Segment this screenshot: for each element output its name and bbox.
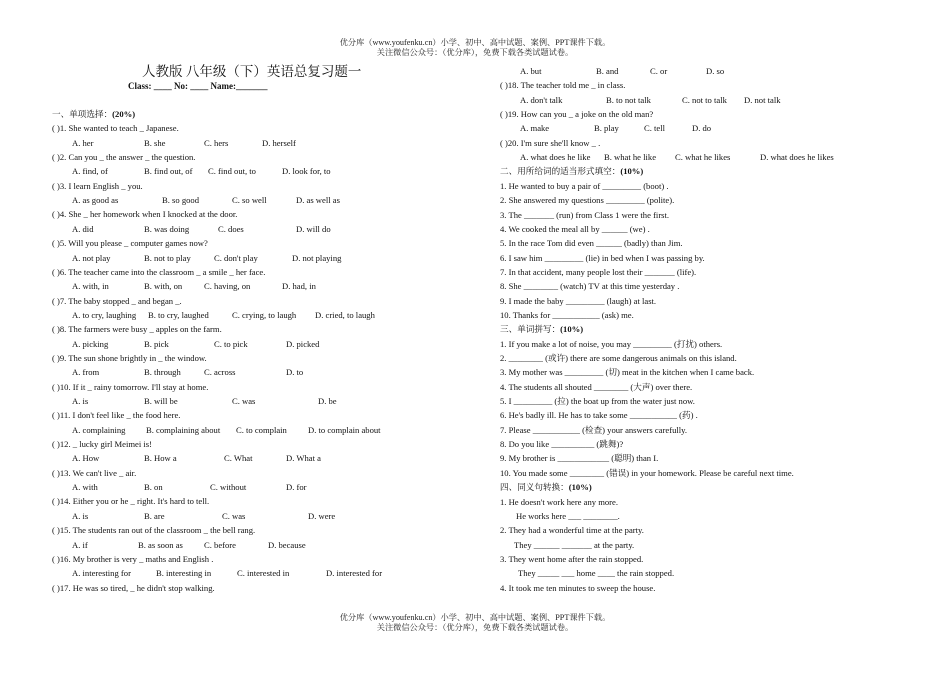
question-15-option-c: C. before bbox=[204, 539, 236, 550]
question-20-option-b: B. what he like bbox=[604, 152, 657, 163]
question-2-option-c: C. find out, to bbox=[208, 166, 256, 177]
question-6-option-b: B. with, on bbox=[144, 281, 183, 292]
question-18-option-a: A. don't talk bbox=[520, 94, 563, 105]
rewrite-line-6: They _____ ___ home ____ the rain stopped. bbox=[518, 568, 675, 579]
question-13-option-b: B. on bbox=[144, 482, 163, 493]
question-11-option-d: D. to complain about bbox=[308, 424, 381, 435]
question-3-option-d: D. as well as bbox=[296, 195, 340, 206]
spelling-item-8: 8. Do you like __________ (跳舞)? bbox=[500, 439, 624, 450]
question-13-option-d: D. for bbox=[286, 482, 307, 493]
section3-heading bbox=[500, 324, 583, 335]
question-15-option-a: A. if bbox=[72, 539, 88, 550]
section1-heading bbox=[52, 109, 135, 120]
spelling-item-10: 10. You made some ________ (错误) in your homework. Please be careful next time. bbox=[500, 467, 794, 478]
question-9-option-b: B. through bbox=[144, 367, 181, 378]
rewrite-line-1: 1. He doesn't work here any more. bbox=[500, 496, 619, 507]
document-title: 人教版 八年级（下）英语总复习题一 bbox=[142, 64, 362, 79]
spelling-item-9: 9. My brother is ____________ (聪明) than I. bbox=[500, 453, 659, 464]
spelling-item-3: 3. My mother was _________ (切) meat in the kitchen when I came back. bbox=[500, 367, 755, 378]
question-17-option-d: D. so bbox=[706, 66, 725, 76]
question-20-option-c: C. what he likes bbox=[675, 152, 731, 163]
section2-heading bbox=[500, 166, 643, 177]
question-8-option-d: D. picked bbox=[286, 338, 320, 349]
fill-item-3: 3. The _______ (run) from Class 1 were the first. bbox=[500, 209, 670, 220]
question-5-option-b: B. not to play bbox=[144, 252, 191, 263]
question-8-option-c: C. to pick bbox=[214, 338, 248, 349]
question-14-option-a: A. is bbox=[72, 510, 89, 521]
question-16-option-d: D. interested for bbox=[326, 568, 383, 579]
rewrite-line-3: 2. They had a wonderful time at the party. bbox=[500, 525, 644, 536]
question-10-option-c: C. was bbox=[232, 396, 256, 406]
question-12-option-c: C. What bbox=[224, 453, 253, 464]
question-7-option-a: A. to cry, laughing bbox=[72, 309, 137, 320]
question-6-option-a: A. with, in bbox=[72, 281, 109, 292]
spelling-item-6: 6. He's badly ill. He has to take some ___________ (药) . bbox=[500, 410, 698, 421]
question-12-option-a: A. How bbox=[72, 453, 100, 464]
question-11: ( )11. I don't feel like _ the food here. bbox=[52, 410, 181, 421]
question-3: ( )3. I learn English _ you. bbox=[52, 180, 143, 191]
question-14-option-b: B. are bbox=[144, 510, 165, 521]
question-20-option-a: A. what does he like bbox=[520, 152, 591, 163]
question-4-option-b: B. was doing bbox=[144, 223, 190, 234]
spelling-item-1: 1. If you make a lot of noise, you may _________ (打扰) others. bbox=[500, 338, 723, 349]
question-10-option-b: B. will be bbox=[144, 396, 178, 406]
question-11-option-b: B. complaining about bbox=[146, 424, 221, 435]
question-18: ( )18. The teacher told me _ in class. bbox=[500, 80, 626, 91]
question-12-option-d: D. What a bbox=[286, 453, 321, 464]
question-17-option-c: C. or bbox=[650, 66, 668, 76]
question-1-option-d: D. herself bbox=[262, 137, 296, 148]
question-9-option-c: C. across bbox=[204, 367, 236, 378]
question-20: ( )20. I'm sure she'll know _ . bbox=[500, 137, 601, 148]
question-11-option-a: A. complaining bbox=[72, 424, 126, 435]
question-9: ( )9. The sun shone brightly in _ the window. bbox=[52, 352, 207, 363]
question-6-option-d: D. had, in bbox=[282, 281, 316, 292]
question-1: ( )1. She wanted to teach _ Japanese. bbox=[52, 123, 179, 134]
spelling-item-4: 4. The students all shouted ________ (大声) over there. bbox=[500, 381, 693, 392]
header-line-2: 关注微信公众号：（优分库），免费下载各类试题试卷。 bbox=[376, 48, 574, 57]
footer-line-1: 优分库（www.youfenku.cn）小学、初中、高中试题、案例、PPT课件下载。 bbox=[339, 613, 611, 622]
question-5: ( )5. Will you please _ computer games now? bbox=[52, 238, 208, 249]
question-19-option-b: B. play bbox=[594, 123, 619, 134]
class-info-line: Class: ____ No: ____ Name:_______ bbox=[128, 81, 268, 91]
fill-item-1: 1. He wanted to buy a pair of _________ (boot) . bbox=[500, 180, 669, 191]
question-10-option-a: A. is bbox=[72, 396, 89, 406]
page-header bbox=[0, 38, 950, 58]
question-14-option-c: C. was bbox=[222, 510, 246, 521]
page-footer bbox=[0, 613, 950, 633]
question-1-option-b: B. she bbox=[144, 137, 166, 148]
question-3-option-b: B. so good bbox=[162, 195, 200, 206]
section1-heading-score: (20%) bbox=[112, 109, 136, 119]
section4-heading-text: 四、同义句转换： bbox=[500, 482, 569, 493]
header-line-1: 优分库（www.youfenku.cn）小学、初中、高中试题、案例、PPT课件下载。 bbox=[339, 38, 611, 47]
question-6: ( )6. The teacher came into the classroom _ a smile _ her face. bbox=[52, 266, 266, 277]
section3-heading-score: (10%) bbox=[560, 324, 584, 335]
spelling-item-5: 5. I _________ (拉) the boat up from the water just now. bbox=[500, 396, 695, 407]
fill-item-2: 2. She answered my questions _________ (polite). bbox=[500, 195, 675, 206]
question-8: ( )8. The farmers were busy _ apples on the farm. bbox=[52, 324, 222, 335]
question-4: ( )4. She _ her homework when I knocked at the door. bbox=[52, 209, 238, 220]
question-9-option-a: A. from bbox=[72, 367, 100, 378]
question-5-option-d: D. not playing bbox=[292, 252, 342, 263]
spelling-item-7: 7. Please ___________ (检查) your answers carefully. bbox=[500, 424, 688, 435]
question-7-option-d: D. cried, to laugh bbox=[315, 309, 375, 320]
rewrite-line-4: They ______ _______ at the party. bbox=[514, 539, 635, 550]
question-17-option-a: A. but bbox=[520, 66, 542, 76]
question-18-option-b: B. to not talk bbox=[606, 94, 651, 105]
section3-heading-text: 三、单词拼写： bbox=[500, 324, 561, 335]
question-19-option-d: D. do bbox=[692, 123, 712, 134]
question-14-option-d: D. were bbox=[308, 510, 336, 521]
fill-item-6: 6. I saw him _________ (lie) in bed when I was passing by. bbox=[500, 252, 705, 263]
question-16: ( )16. My brother is very _ maths and English . bbox=[52, 553, 214, 564]
section2-heading-text: 二、用所给词的适当形式填空： bbox=[500, 166, 621, 177]
section4-heading-score: (10%) bbox=[568, 482, 592, 493]
question-4-option-c: C. does bbox=[218, 223, 244, 234]
question-1-option-c: C. hers bbox=[204, 137, 229, 148]
question-2-option-a: A. find, of bbox=[72, 166, 108, 177]
question-16-option-c: C. interested in bbox=[237, 568, 290, 579]
question-13-option-a: A. with bbox=[72, 482, 98, 493]
question-13: ( )13. We can't live _ air. bbox=[52, 467, 137, 478]
rewrite-line-5: 3. They went home after the rain stopped. bbox=[500, 553, 644, 564]
rewrite-line-7: 4. It took me ten minutes to sweep the house. bbox=[500, 582, 656, 593]
question-7: ( )7. The baby stopped _ and began _. bbox=[52, 295, 182, 306]
fill-item-8: 8. She ________ (watch) TV at this time yesterday . bbox=[500, 281, 680, 292]
question-5-option-c: C. don't play bbox=[214, 252, 258, 263]
fill-item-4: 4. We cooked the meal all by ______ (we) . bbox=[500, 223, 650, 234]
rewrite-line-2: He works here ___ ________. bbox=[516, 510, 620, 521]
question-20-option-d: D. what does he likes bbox=[760, 152, 834, 163]
question-15: ( )15. The students ran out of the classroom _ the bell rang. bbox=[52, 525, 256, 536]
spelling-item-2: 2. ________ (或许) there are some dangerous animals on this island. bbox=[500, 353, 737, 363]
question-8-option-b: B. pick bbox=[144, 338, 169, 349]
question-5-option-a: A. not play bbox=[72, 252, 111, 263]
question-14: ( )14. Either you or he _ right. It's hard to tell. bbox=[52, 496, 210, 507]
question-4-option-a: A. did bbox=[72, 223, 94, 234]
fill-item-10: 10. Thanks for ___________ (ask) me. bbox=[500, 309, 634, 320]
question-16-option-a: A. interesting for bbox=[72, 568, 131, 579]
question-18-option-c: C. not to talk bbox=[682, 94, 727, 105]
question-15-option-d: D. because bbox=[268, 539, 306, 550]
question-19-option-c: C. tell bbox=[644, 123, 666, 134]
section2-heading-score: (10%) bbox=[620, 166, 644, 177]
question-12-option-b: B. How a bbox=[144, 453, 177, 464]
question-6-option-c: C. having, on bbox=[204, 281, 251, 292]
question-17-option-b: B. and bbox=[596, 66, 619, 76]
question-2-option-b: B. find out, of bbox=[144, 166, 193, 177]
question-19-option-a: A. make bbox=[520, 123, 550, 134]
question-8-option-a: A. picking bbox=[72, 338, 109, 349]
section1-heading-text: 一、单项选择： bbox=[52, 109, 113, 119]
question-7-option-c: C. crying, to laugh bbox=[232, 309, 297, 320]
fill-item-9: 9. I made the baby _________ (laugh) at last. bbox=[500, 295, 657, 306]
fill-item-5: 5. In the race Tom did even ______ (badly) than Jim. bbox=[500, 238, 683, 249]
question-9-option-d: D. to bbox=[286, 367, 304, 378]
question-7-option-b: B. to cry, laughed bbox=[148, 309, 209, 320]
question-11-option-c: C. to complain bbox=[236, 424, 287, 435]
question-3-option-c: C. so well bbox=[232, 195, 267, 206]
question-19: ( )19. How can you _ a joke on the old man? bbox=[500, 109, 654, 120]
section4-heading bbox=[500, 482, 592, 493]
question-2: ( )2. Can you _ the answer _ the question. bbox=[52, 152, 196, 163]
fill-item-7: 7. In that accident, many people lost their _______ (life). bbox=[500, 266, 697, 277]
question-3-option-a: A. as good as bbox=[72, 195, 119, 206]
question-18-option-d: D. not talk bbox=[744, 94, 781, 105]
question-1-option-a: A. her bbox=[72, 137, 94, 148]
footer-line-2: 关注微信公众号：（优分库），免费下载各类试题试卷。 bbox=[376, 623, 574, 632]
question-13-option-c: C. without bbox=[210, 482, 247, 493]
question-10: ( )10. If it _ rainy tomorrow. I'll stay at home. bbox=[52, 381, 209, 392]
question-12: ( )12. _ lucky girl Meimei is! bbox=[52, 439, 153, 450]
question-10-option-d: D. be bbox=[318, 396, 337, 406]
question-2-option-d: D. look for, to bbox=[282, 166, 331, 177]
question-17: ( )17. He was so tired, _ he didn't stop walking. bbox=[52, 582, 215, 593]
question-4-option-d: D. will do bbox=[296, 223, 331, 234]
question-16-option-b: B. interesting in bbox=[156, 568, 212, 579]
question-15-option-b: B. as soon as bbox=[138, 539, 183, 550]
